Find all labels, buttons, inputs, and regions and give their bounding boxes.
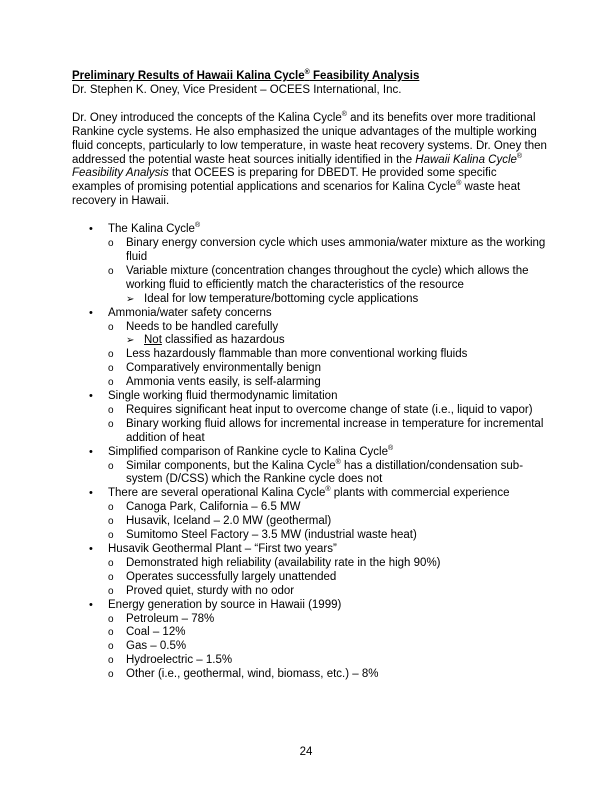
circle-bullet-icon: o [108,418,114,430]
bullet-icon: • [89,598,93,611]
list-item: ➢ Ideal for low temperature/bottoming cycle applications [126,292,419,305]
list-item: o Canoga Park, California – 6.5 MW [108,501,301,514]
circle-bullet-icon: o [108,641,114,653]
list-item: o Less hazardously flammable than more conventional working fluids [108,348,468,361]
list-item: o Ammonia vents easily, is self-alarming [108,376,321,389]
list-item: o Other (i.e., geothermal, wind, biomass, etc.) – 8% [108,668,379,681]
list-item: o Petroleum – 78% [108,612,215,625]
list-item: o Demonstrated high reliability (availability rate in the high 90%) [108,556,441,569]
bullet-icon: • [89,390,93,403]
circle-bullet-icon: o [108,321,114,333]
title-text: Preliminary Results of Hawaii Kalina Cycle [72,70,305,82]
list-item: o Coal – 12% [108,626,186,639]
page-title [72,70,548,84]
bullet-icon: • [89,306,93,319]
circle-bullet-icon: o [108,571,114,583]
bullet-list [72,223,548,682]
circle-bullet-icon: o [108,377,114,389]
circle-bullet-icon: o [108,585,114,597]
list-item: o Proved quiet, sturdy with no odor [108,584,295,597]
list-item: • Energy generation by source in Hawaii (1999) o Petroleum – 78% o Coal – 12% o Gas – 0.5% o Hydroelectric – 1.5% o Other (i.e., geothermal, wind, biomass, etc.) – 8% [72,599,548,682]
circle-bullet-icon: o [108,460,114,472]
list-item: o Binary energy conversion cycle which uses ammonia/water mixture as the working fluid [108,237,546,263]
list-item: o Operates successfully largely unattended [108,570,337,583]
list-item: ➢ Not classified as hazardous [126,334,285,347]
intro-paragraph: Dr. Oney introduced the concepts of the Kalina Cycle® and its benefits over more traditional Rankine cycle systems. He also emphasized the unique advantages of the multiple working fluid concepts, particularly to low temperature, in waste heat recovery systems. Dr. Oney then addressed the potential waste heat sources initially identified in the Hawaii Kalina Cycle® Feasibility Analysis that OCEES is preparing for DBEDT. He provided some specific examples of promising potential applications and scenarios for Kalina Cycle® waste heat recovery in Hawaii. [72,110,547,208]
title-text-end: Feasibility Analysis [309,70,420,82]
list-item: o Comparatively environmentally benign [108,362,321,375]
list-item: o Husavik, Iceland – 2.0 MW (geothermal) [108,515,332,528]
circle-bullet-icon: o [108,627,114,639]
registered-mark: ® [304,69,310,76]
circle-bullet-icon: o [108,238,114,250]
list-item: • There are several operational Kalina Cycle® plants with commercial experience o Canoga Park, California – 6.5 MW o Husavik, Iceland – 2.0 MW (geothermal) o Sumitomo Steel Factory – 3.5 MW (industrial waste heat) [72,487,548,543]
list-item: • Husavik Geothermal Plant – “First two years” o Demonstrated high reliability (availability rate in the high 90%) o Operates successfully largely unattended o Proved quiet, sturdy with no odor [72,543,548,599]
circle-bullet-icon: o [108,404,114,416]
list-item: • Single working fluid thermodynamic limitation o Requires significant heat input to overcome change of state (i.e., liquid to vapor) o Binary working fluid allows for incremental increase in temperature for incremental addition of heat [72,390,548,446]
list-item: • Ammonia/water safety concerns o Needs to be handled carefully ➢ Not classified as hazardous o Less hazardously flammable than more conventional working fluids o Comparatively environmentally benign o Ammonia vents easily, is self-alarming [72,307,548,390]
circle-bullet-icon: o [108,265,114,277]
list-item: o Requires significant heat input to overcome change of state (i.e., liquid to vapor) [108,403,533,416]
page-number: 24 [299,746,313,758]
circle-bullet-icon: o [108,502,114,514]
list-item: o Variable mixture (concentration changes throughout the cycle) which allows the working fluid to efficiently match the characteristics of the resource ➢ Ideal for low temperature/bottoming cycle applications [108,265,548,307]
circle-bullet-icon: o [108,363,114,375]
bullet-icon: • [89,445,93,458]
list-item: • Simplified comparison of Rankine cycle to Kalina Cycle® o Similar components, but the Kalina Cycle® has a distillation/condensation sub-system (D/CSS) which the Rankine cycle does not [72,446,548,488]
list-item: o Needs to be handled carefully ➢ Not classified as hazardous [108,321,548,349]
circle-bullet-icon: o [108,655,114,667]
circle-bullet-icon: o [108,516,114,528]
bullet-icon: • [89,487,93,500]
list-item: o Sumitomo Steel Factory – 3.5 MW (industrial waste heat) [108,529,417,542]
bullet-icon: • [89,223,93,236]
list-item: • The Kalina Cycle® o Binary energy conversion cycle which uses ammonia/water mixture as the working fluid o Variable mixture (concentration changes throughout the cycle) which allows the working fluid to efficiently match the characteristics of the resource ➢ Ideal for low temperature/bottoming cycle applications [72,223,548,306]
circle-bullet-icon: o [108,349,114,361]
list-item: o Binary working fluid allows for incremental increase in temperature for incremental addition of heat [108,417,544,444]
author-line: Dr. Stephen K. Oney, Vice President – OCEES International, Inc. [72,83,402,96]
list-item: o Similar components, but the Kalina Cycle® has a distillation/condensation sub-system (D/CSS) which the Rankine cycle does not [108,458,524,486]
circle-bullet-icon: o [108,557,114,569]
list-item: o Hydroelectric – 1.5% [108,654,233,667]
arrow-bullet-icon: ➢ [126,293,135,305]
arrow-bullet-icon: ➢ [126,335,135,347]
circle-bullet-icon: o [108,613,114,625]
bullet-icon: • [89,543,93,555]
list-item: o Gas – 0.5% [108,640,187,653]
circle-bullet-icon: o [108,530,114,542]
document-page [72,70,548,682]
circle-bullet-icon: o [108,669,114,681]
